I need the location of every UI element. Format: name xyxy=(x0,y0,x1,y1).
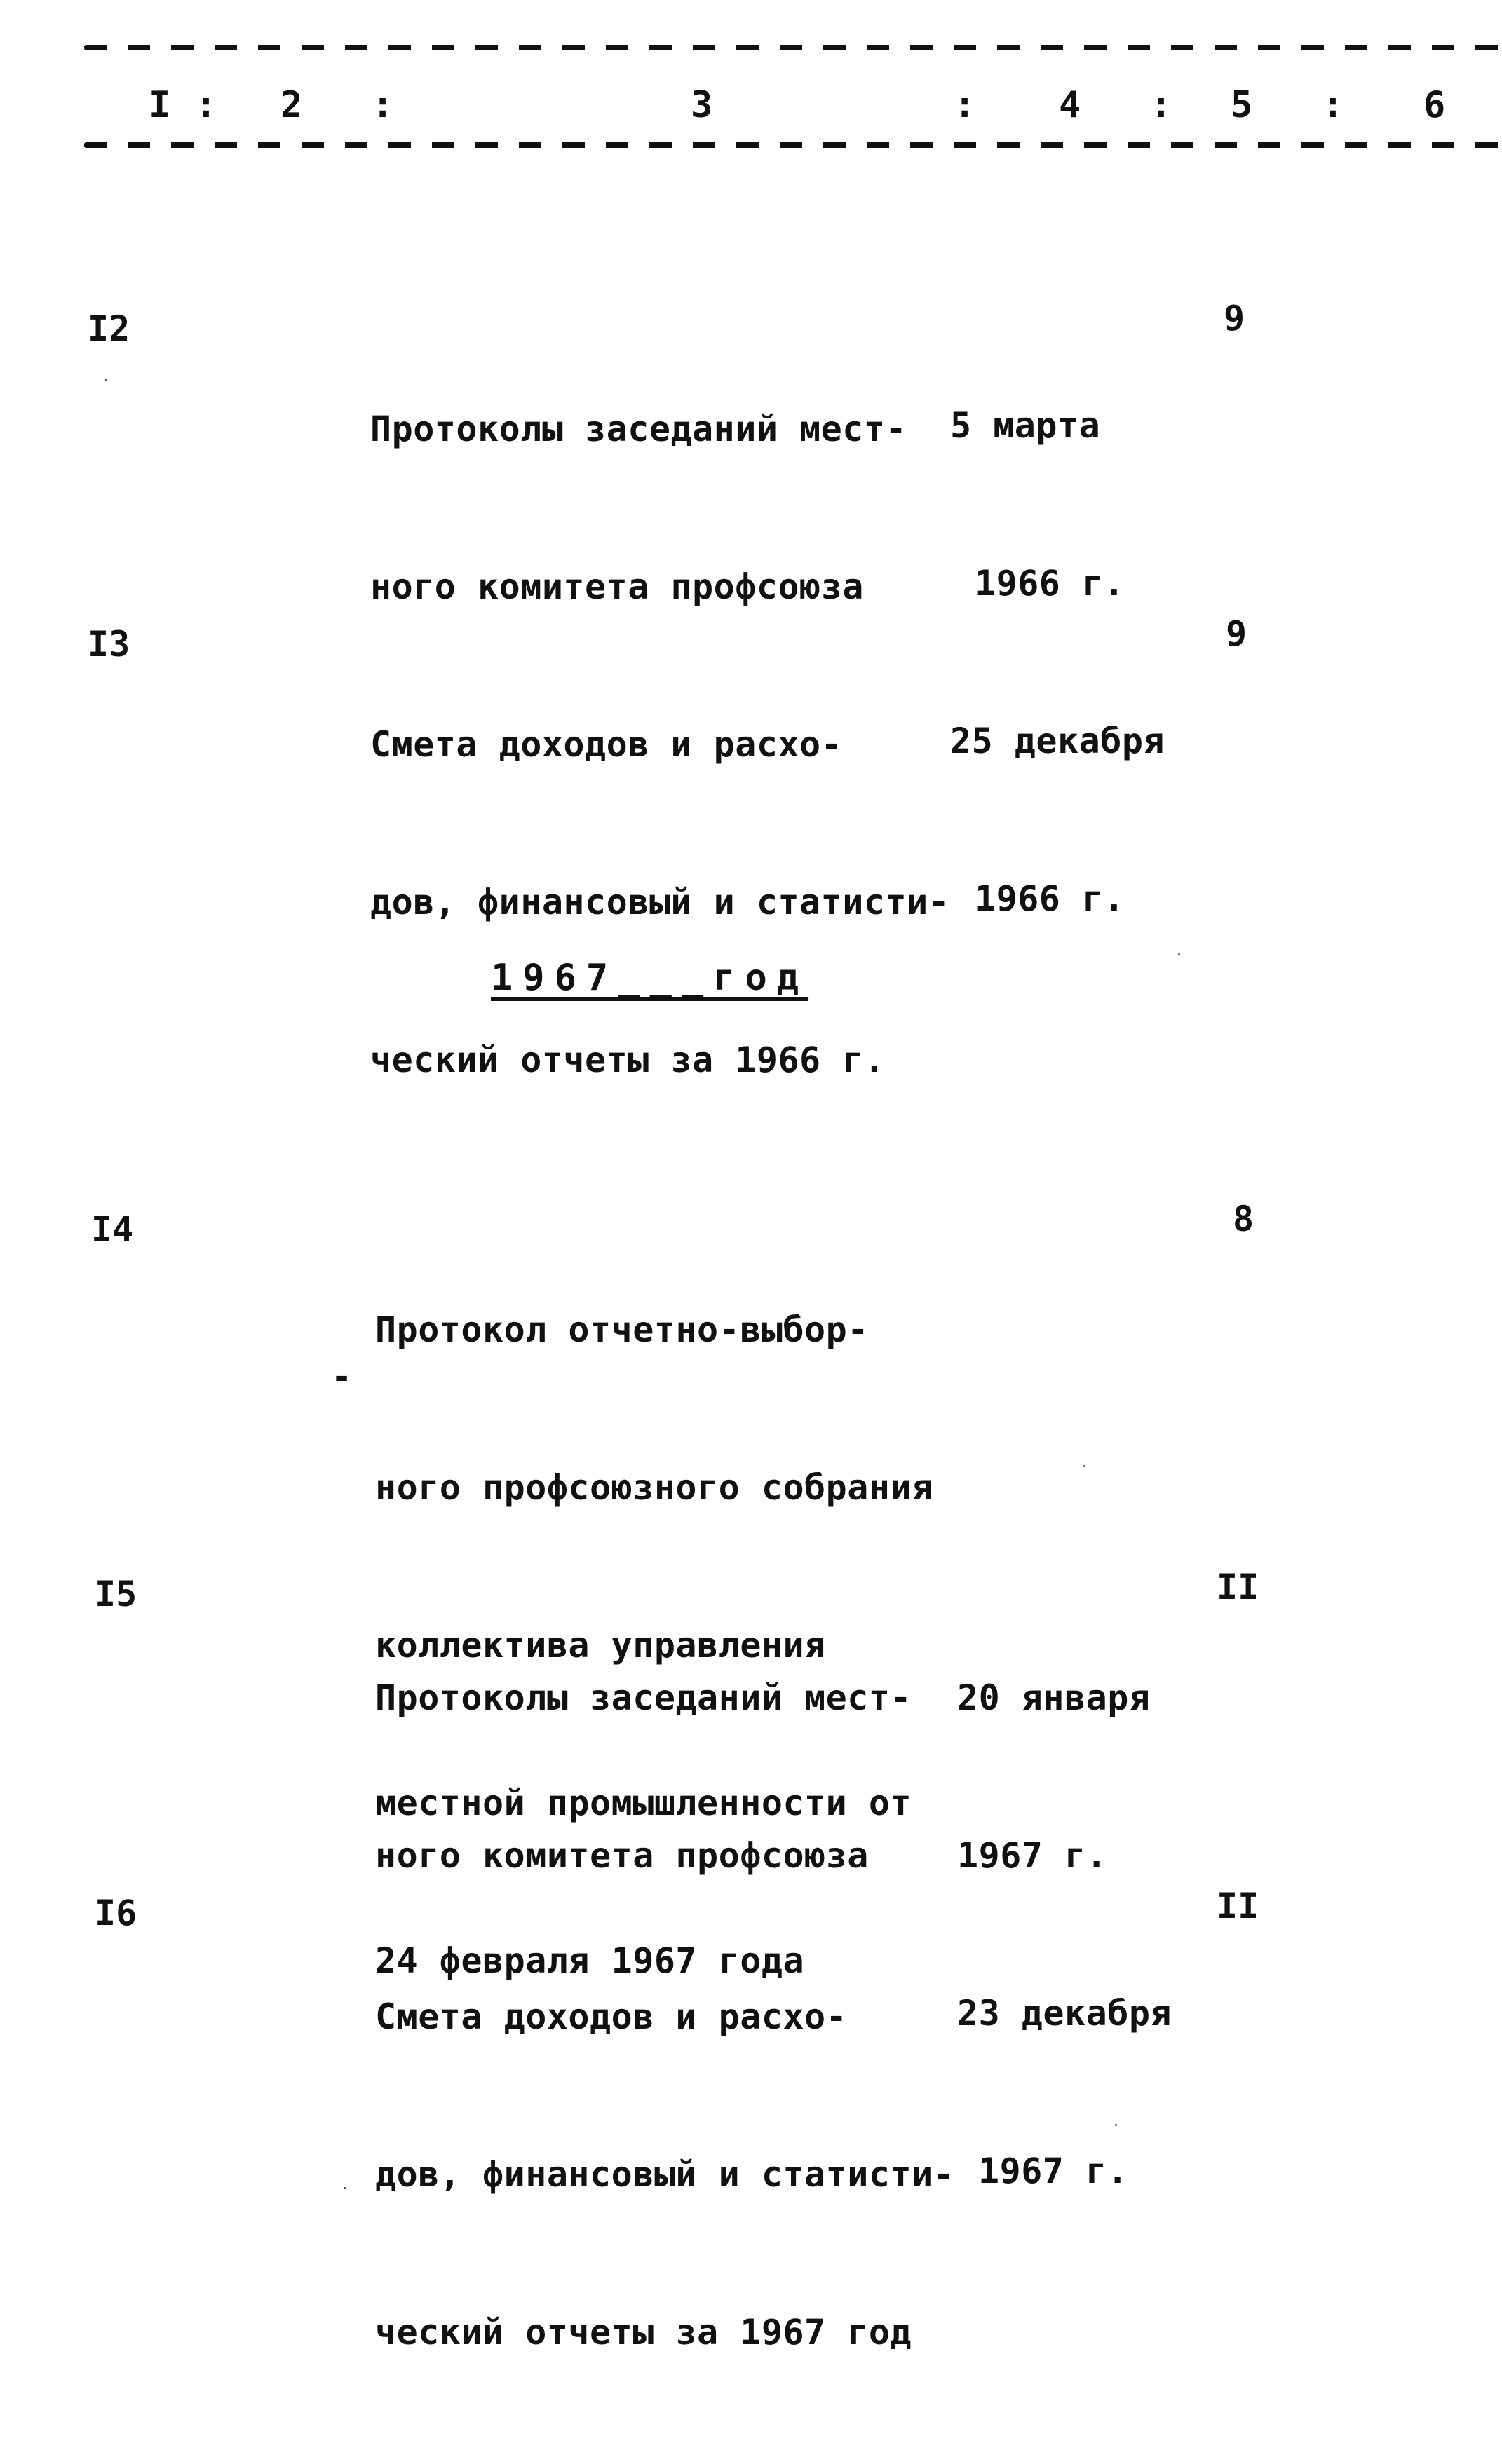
column-separator: : xyxy=(954,84,976,126)
entry-title-line: ного комитета профсоюза xyxy=(370,566,864,607)
column-header-3: 3 xyxy=(691,84,713,126)
column-header-1: I xyxy=(149,84,171,126)
entry-title-line: Протоколы заседаний мест- xyxy=(370,409,907,449)
entry-number: I2 xyxy=(88,308,130,349)
entry-title-line: ческий отчеты за 1966 г. xyxy=(370,1040,886,1080)
entry-title-line: Смета доходов и расхо- xyxy=(375,1996,848,2037)
entry-title-line: Протоколы заседаний мест- xyxy=(375,1677,912,1718)
entry-title-line: дов, финансовый и статисти- xyxy=(370,882,950,923)
entry-number: I6 xyxy=(95,1893,137,1933)
entry-number: I4 xyxy=(91,1209,134,1250)
header-top-dashed-rule xyxy=(84,45,1502,50)
entry-title-line: Смета доходов и расхо- xyxy=(370,724,843,765)
column-separator: : xyxy=(1322,84,1344,126)
entry-date-line: 25 декабря xyxy=(950,721,1165,761)
entry-sheet-count: 9 xyxy=(1226,613,1247,654)
column-header-row xyxy=(0,84,1502,126)
entry-sheet-count: II xyxy=(1217,1886,1259,1926)
entry-number: I3 xyxy=(88,624,130,665)
entry-title xyxy=(370,613,949,1192)
entry-sheet-count: 8 xyxy=(1233,1199,1254,1239)
entry-date-line: 1967 г. xyxy=(978,2151,1129,2191)
entry-dates xyxy=(957,1567,1172,2303)
entry-date-line: 5 марта xyxy=(950,405,1101,446)
entry-date-line: 1967 г. xyxy=(957,1835,1108,1876)
entry-title-line: ного комитета профсоюза xyxy=(375,1835,869,1876)
entry-number: I5 xyxy=(95,1574,137,1614)
entry-title-line: местной промышленности от xyxy=(375,1783,912,1823)
entry-date-line: 20 января xyxy=(957,1677,1151,1718)
entry-sheet-count: 9 xyxy=(1224,298,1245,339)
margin-dash-mark: - xyxy=(331,1356,353,1397)
entry-sheet-count: II xyxy=(1217,1567,1259,1607)
entry-title-line: 24 февраля 1967 года xyxy=(375,1940,805,1981)
entry-date-line: 1966 г. xyxy=(975,878,1125,919)
column-header-2: 2 xyxy=(280,84,303,126)
year-section-heading: 1967___год xyxy=(491,957,809,999)
header-bottom-dashed-rule xyxy=(84,142,1502,148)
scan-speck xyxy=(1083,1465,1085,1467)
column-separator: : xyxy=(1150,84,1172,126)
entry-title-line: ческий отчеты за 1967 год xyxy=(375,2312,912,2353)
scan-speck xyxy=(105,379,107,381)
entry-dates xyxy=(950,294,1165,1030)
scan-speck xyxy=(1178,953,1180,955)
entry-title-line: коллектива управления xyxy=(375,1625,826,1666)
scan-speck xyxy=(1115,2124,1117,2126)
column-separator: : xyxy=(195,84,217,126)
scan-speck xyxy=(344,2187,346,2189)
entry-title-line: Протокол отчетно-выбор- xyxy=(375,1309,869,1350)
entry-date-line: 23 декабря xyxy=(957,1993,1172,2034)
column-header-5: 5 xyxy=(1231,84,1253,126)
entry-title-line: дов, финансовый и статисти- xyxy=(375,2154,955,2195)
entry-title-line: ного профсоюзного собрания xyxy=(375,1467,933,1508)
entry-title xyxy=(375,1886,954,2464)
column-separator: : xyxy=(372,84,394,126)
column-header-4: 4 xyxy=(1059,84,1081,126)
entry-date-line: 1966 г. xyxy=(975,563,1125,604)
column-header-6: 6 xyxy=(1423,84,1446,126)
